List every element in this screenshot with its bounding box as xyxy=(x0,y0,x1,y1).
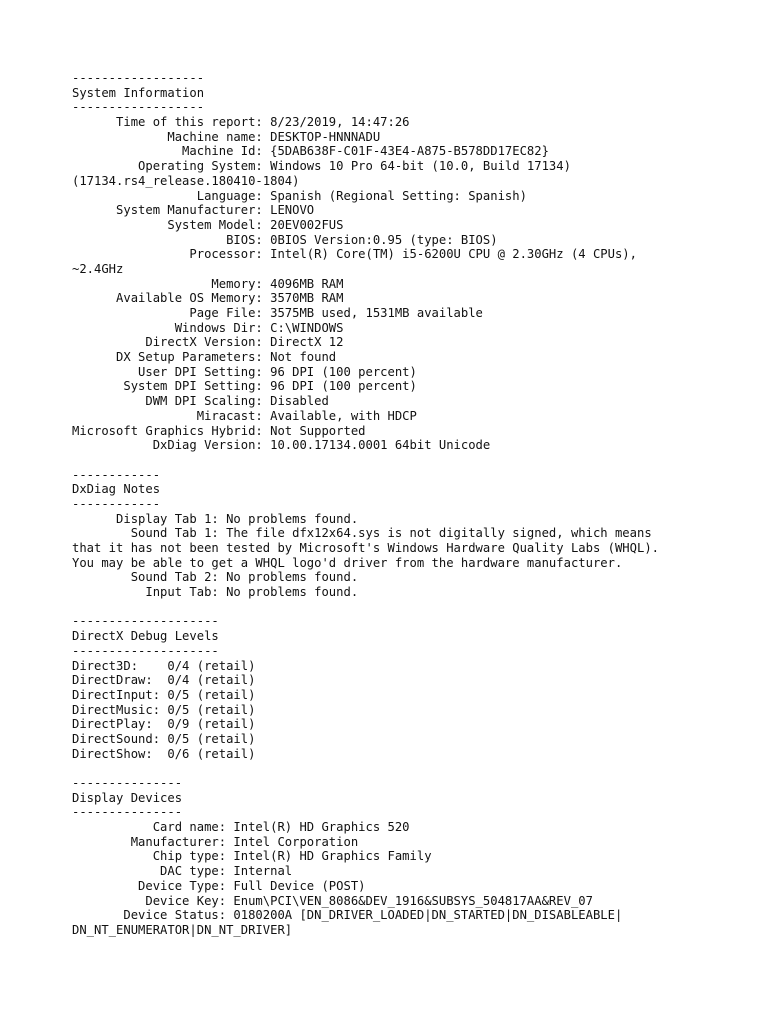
bios-line: BIOS: 0BIOS Version:0.95 (type: BIOS) xyxy=(72,232,498,247)
system-model-line: System Model: 20EV002FUS xyxy=(72,217,344,232)
system-dpi-setting-line: System DPI Setting: 96 DPI (100 percent) xyxy=(72,379,417,394)
processor-line-cont: ~2.4GHz xyxy=(72,261,124,276)
section-rule: ------------------ xyxy=(72,100,205,115)
user-dpi-setting-line: User DPI Setting: 96 DPI (100 percent) xyxy=(72,364,417,379)
machine-id-line: Machine Id: {5DAB638F-C01F-43E4-A875-B578DD17EC82} xyxy=(72,144,549,159)
sound-tab-1-note-cont: You may be able to get a WHQL logo'd driver from the hardware manufacturer. xyxy=(72,555,623,570)
available-os-memory-line: Available OS Memory: 3570MB RAM xyxy=(72,291,344,306)
debug-level-directdraw-line: DirectDraw: 0/4 (retail) xyxy=(72,673,256,688)
debug-level-directsound-line: DirectSound: 0/5 (retail) xyxy=(72,731,256,746)
device-status-line-cont: DN_NT_ENUMERATOR|DN_NT_DRIVER] xyxy=(72,922,293,937)
sound-tab-1-note-line: Sound Tab 1: The file dfx12x64.sys is not digitally signed, which means xyxy=(72,526,652,541)
display-tab-note-line: Display Tab 1: No problems found. xyxy=(72,511,359,526)
section-rule: ------------ xyxy=(72,467,161,482)
page-file-line: Page File: 3575MB used, 1531MB available xyxy=(72,306,483,320)
blank-line xyxy=(72,453,762,468)
report-time-line: Time of this report: 8/23/2019, 14:47:26 xyxy=(72,115,410,130)
machine-name-line: Machine name: DESKTOP-HNNNADU xyxy=(72,129,381,144)
dac-type-line: DAC type: Internal xyxy=(72,864,293,879)
blank-line xyxy=(72,600,762,615)
debug-level-directplay-line: DirectPlay: 0/9 (retail) xyxy=(72,717,256,732)
debug-level-directshow-line: DirectShow: 0/6 (retail) xyxy=(72,746,256,761)
section-rule: ------------------ xyxy=(72,71,205,85)
dxdiag-version-line: DxDiag Version: 10.00.17134.0001 64bit Unicode xyxy=(72,438,491,453)
processor-line: Processor: Intel(R) Core(TM) i5-6200U CPU @ 2.30GHz (4 CPUs), xyxy=(72,247,637,262)
blank-line xyxy=(72,761,762,776)
system-manufacturer-line: System Manufacturer: LENOVO xyxy=(72,203,315,218)
miracast-line: Miracast: Available, with HDCP xyxy=(72,408,417,423)
dx-setup-parameters-line: DX Setup Parameters: Not found xyxy=(72,350,337,365)
section-heading-display-devices: Display Devices xyxy=(72,790,183,805)
manufacturer-line: Manufacturer: Intel Corporation xyxy=(72,834,359,849)
section-rule: ------------ xyxy=(72,496,161,511)
section-heading-system-information: System Information xyxy=(72,85,205,100)
operating-system-line: Operating System: Windows 10 Pro 64-bit (10.0, Build 17134) xyxy=(72,159,571,174)
card-name-line: Card name: Intel(R) HD Graphics 520 xyxy=(72,820,410,835)
debug-level-directinput-line: DirectInput: 0/5 (retail) xyxy=(72,687,256,702)
directx-version-line: DirectX Version: DirectX 12 xyxy=(72,335,344,350)
dwm-dpi-scaling-line: DWM DPI Scaling: Disabled xyxy=(72,394,329,409)
section-heading-dxdiag-notes: DxDiag Notes xyxy=(72,482,161,497)
graphics-hybrid-line: Microsoft Graphics Hybrid: Not Supported xyxy=(72,423,366,438)
device-status-line: Device Status: 0180200A [DN_DRIVER_LOADED|DN_STARTED|DN_DISABLEABLE| xyxy=(72,908,623,923)
section-rule: --------------- xyxy=(72,776,183,790)
language-line: Language: Spanish (Regional Setting: Spanish) xyxy=(72,188,527,203)
sound-tab-2-note-line: Sound Tab 2: No problems found. xyxy=(72,570,359,585)
debug-level-direct3d-line: Direct3D: 0/4 (retail) xyxy=(72,658,256,673)
device-key-line: Device Key: Enum\PCI\VEN_8086&DEV_1916&SUBSYS_504817AA&REV_07 xyxy=(72,893,593,908)
section-rule: -------------------- xyxy=(72,614,219,629)
sound-tab-1-note-cont: that it has not been tested by Microsoft's Windows Hardware Quality Labs (WHQL). xyxy=(72,541,659,555)
windows-dir-line: Windows Dir: C:\WINDOWS xyxy=(72,320,344,335)
chip-type-line: Chip type: Intel(R) HD Graphics Family xyxy=(72,849,432,864)
device-type-line: Device Type: Full Device (POST) xyxy=(72,878,366,893)
section-rule: -------------------- xyxy=(72,643,219,658)
operating-system-line-cont: (17134.rs4_release.180410-1804) xyxy=(72,173,300,188)
section-rule: --------------- xyxy=(72,805,183,820)
dxdiag-report xyxy=(72,71,762,938)
section-heading-directx-debug-levels: DirectX Debug Levels xyxy=(72,629,219,644)
input-tab-note-line: Input Tab: No problems found. xyxy=(72,585,359,600)
memory-line: Memory: 4096MB RAM xyxy=(72,276,344,291)
debug-level-directmusic-line: DirectMusic: 0/5 (retail) xyxy=(72,702,256,717)
